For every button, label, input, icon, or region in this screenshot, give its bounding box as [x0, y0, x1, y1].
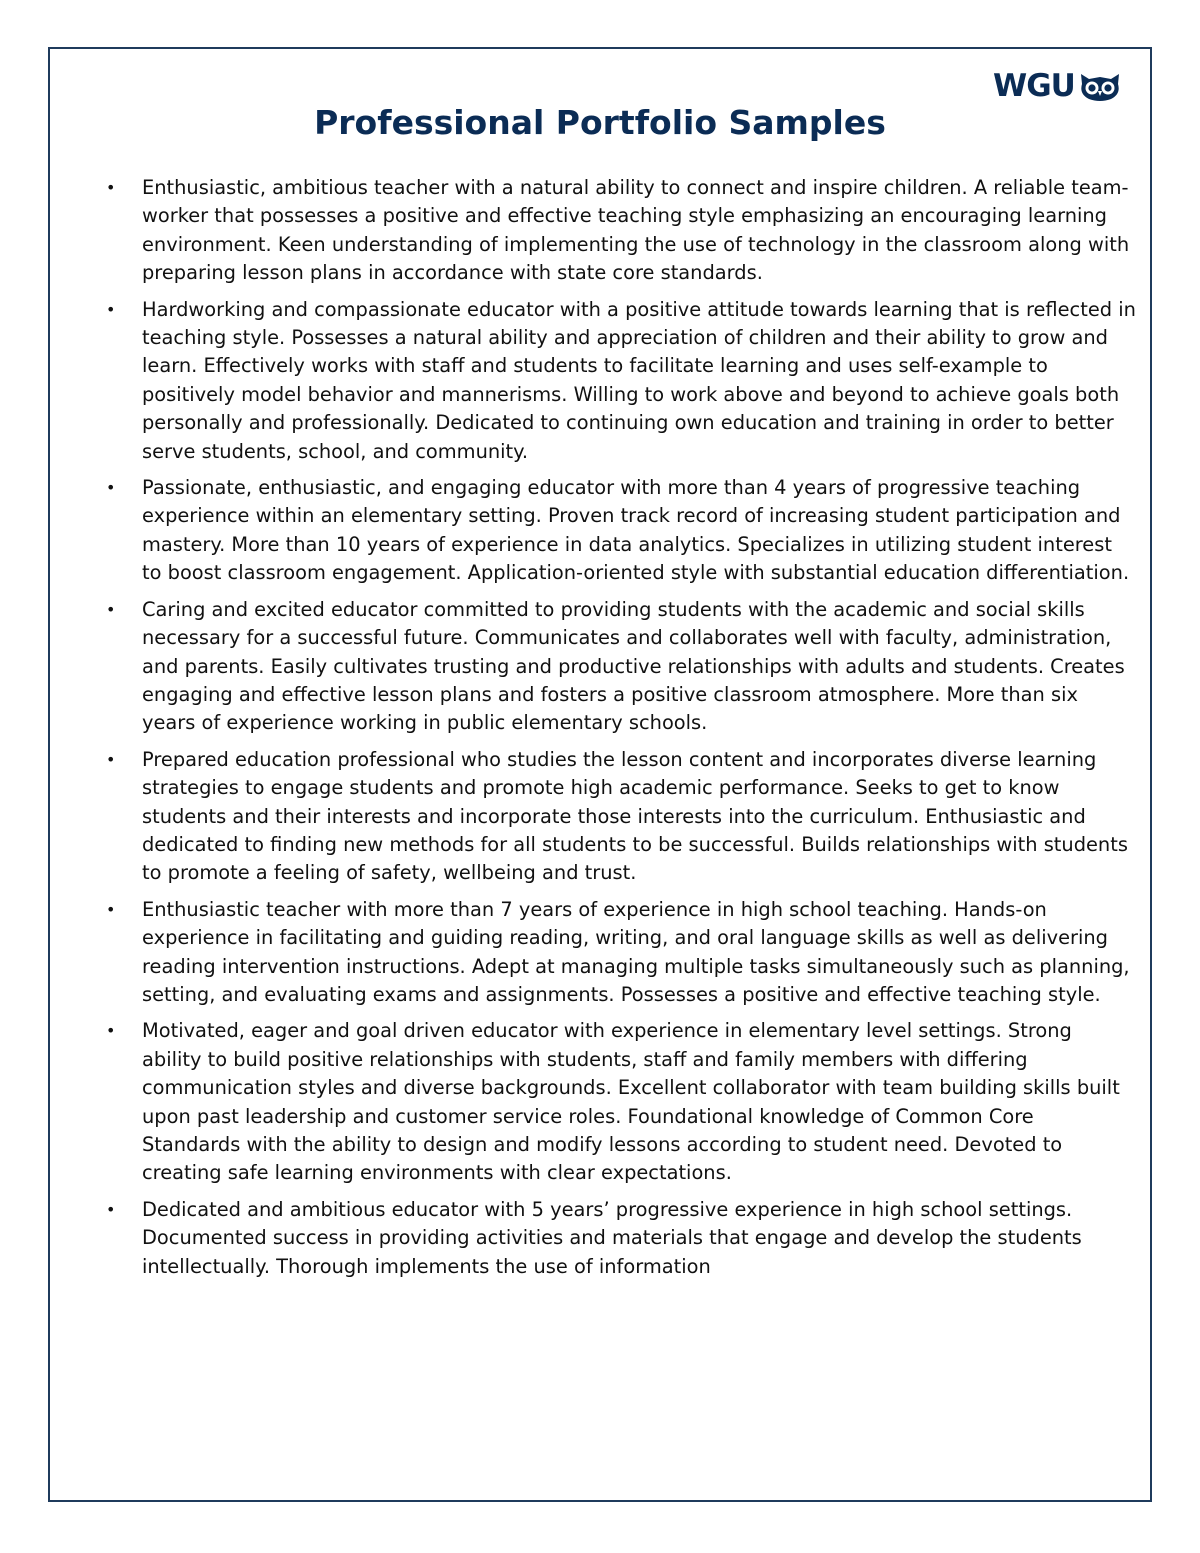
bullet: •	[106, 599, 116, 619]
portfolio-samples-list	[105, 174, 1137, 1289]
list-item	[105, 296, 1137, 466]
bullet: •	[106, 478, 116, 498]
list-item	[105, 474, 1137, 588]
wgu-logo	[993, 67, 1121, 104]
sample-text: Enthusiastic, ambitious teacher with a natural ability to connect and inspire children. A reliable team-worker that possesses a positive and effective teaching style emphasizing an encouraging learning environment. Keen understanding of implementing the use of technology in the classroom along with preparing lesson plans in accordance with state core standards.	[142, 176, 1130, 285]
sample-text: Caring and excited educator committed to providing students with the academic and social skills necessary for a successful future. Communicates and collaborates well with faculty, administration, and parents. Easily cultivates trusting and productive relationships with adults and students. Creates engaging and effective lesson plans and fosters a positive classroom atmosphere. More than six years of experience working in public elementary schools.	[142, 597, 1125, 735]
sample-text: Prepared education professional who studies the lesson content and incorporates diverse learning strategies to engage students and promote high academic performance. Seeks to get to know students and their interests and incorporate those interests into the curriculum. Enthusiastic and dedicated to finding new methods for all students to be successful. Builds relationships with students to promote a feeling of safety, wellbeing and trust.	[142, 747, 1128, 885]
bullet: •	[106, 1199, 116, 1219]
sample-text: Passionate, enthusiastic, and engaging educator with more than 4 years of progressive teaching experience within an elementary setting. Proven track record of increasing student participation and mastery. More than 10 years of experience in data analytics. Specializes in utilizing student interest to boost classroom engagement. Application-oriented style with substantial education differentiation.	[142, 476, 1130, 585]
list-item	[105, 1017, 1137, 1187]
bullet: •	[106, 1021, 116, 1041]
bullet: •	[106, 178, 116, 197]
sample-text: Hardworking and compassionate educator with a positive attitude towards learning that is reflected in teaching style. Possesses a natural ability and appreciation of children and their ability to grow and learn. Effectively works with staff and students to facilitate learning and uses self-example to positively model behavior and mannerisms. Willing to work above and beyond to achieve goals both personally and professionally. Dedicated to continuing own education and training in order to better serve students, school, and community.	[142, 297, 1136, 463]
list-item	[105, 896, 1137, 1010]
list-item	[105, 1196, 1137, 1281]
list-item	[105, 746, 1137, 888]
sample-text: Motivated, eager and goal driven educator with experience in elementary level settings. Strong ability to build positive relationships with students, staff and family members with differing communication styles and diverse backgrounds. Excellent collaborator with team building skills built upon past leadership and customer service roles. Foundational knowledge of Common Core Standards with the ability to design and modify lessons according to student need. Devoted to creating safe learning environments with clear expectations.	[142, 1019, 1120, 1185]
list-item	[105, 596, 1137, 738]
bullet: •	[106, 899, 116, 919]
list-item	[105, 174, 1137, 288]
logo-text: WGU	[993, 67, 1075, 104]
owl-icon	[1079, 70, 1121, 102]
sample-text: Dedicated and ambitious educator with 5 years’ progressive experience in high school settings. Documented success in providing activities and materials that engage and develop the students intellectually. Thorough implements the use of information	[142, 1197, 1082, 1278]
page-title: Professional Portfolio Samples	[314, 103, 886, 142]
sample-text: Enthusiastic teacher with more than 7 years of experience in high school teaching. Hands-on experience in facilitating and guiding reading, writing, and oral language skills as well as delivering reading intervention instructions. Adept at managing multiple tasks simultaneously such as planning, setting, and evaluating exams and assignments. Possesses a positive and effective teaching style.	[142, 897, 1130, 1006]
bullet: •	[106, 299, 116, 319]
bullet: •	[106, 749, 116, 769]
